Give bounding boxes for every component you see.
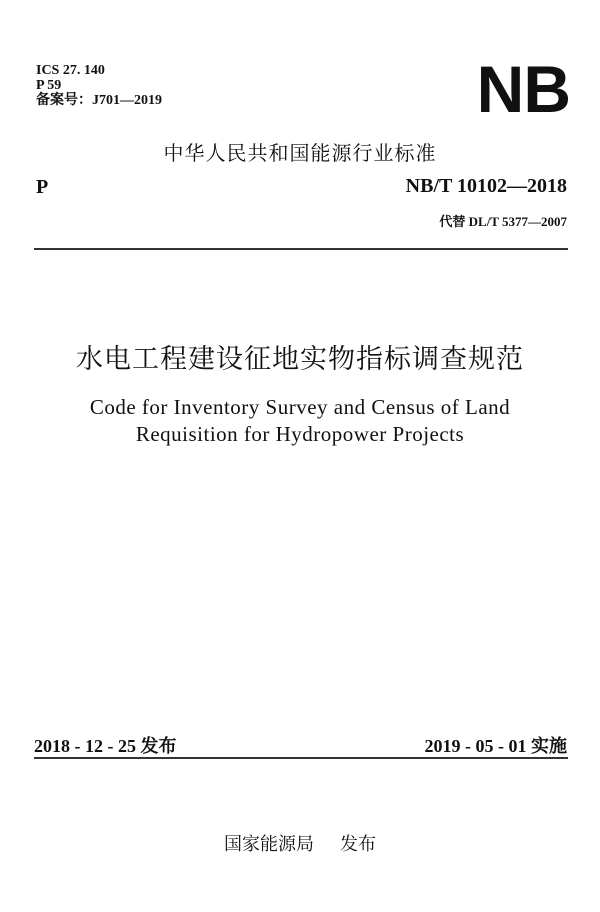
title-english-line2: Requisition for Hydropower Projects	[135, 422, 465, 446]
nb-logo: NB	[476, 52, 570, 126]
publisher	[0, 830, 600, 856]
classification-code: P 59	[36, 78, 62, 93]
title-english-line1: Code for Inventory Survey and Census of Land	[89, 395, 511, 419]
standard-metadata	[36, 63, 162, 108]
standard-number: NB/T 10102—2018	[405, 175, 567, 197]
publisher-name: 国家能源局	[224, 834, 314, 855]
ics-code: ICS 27. 140	[36, 63, 105, 78]
top-divider	[34, 248, 568, 250]
publisher-action: 发布	[340, 834, 376, 855]
replaces-standard: 代替 DL/T 5377—2007	[439, 214, 567, 229]
standard-type-heading: 中华人民共和国能源行业标准	[163, 141, 437, 165]
category-letter: P	[36, 176, 49, 198]
implementation-date: 2019 - 05 - 01 实施	[424, 736, 567, 756]
filing-number: 备案号：J701—2019	[36, 93, 162, 108]
bottom-divider	[34, 757, 568, 759]
issue-date: 2018 - 12 - 25 发布	[34, 736, 177, 756]
title-english	[0, 394, 600, 448]
title-chinese: 水电工程建设征地实物指标调查规范	[76, 344, 524, 374]
